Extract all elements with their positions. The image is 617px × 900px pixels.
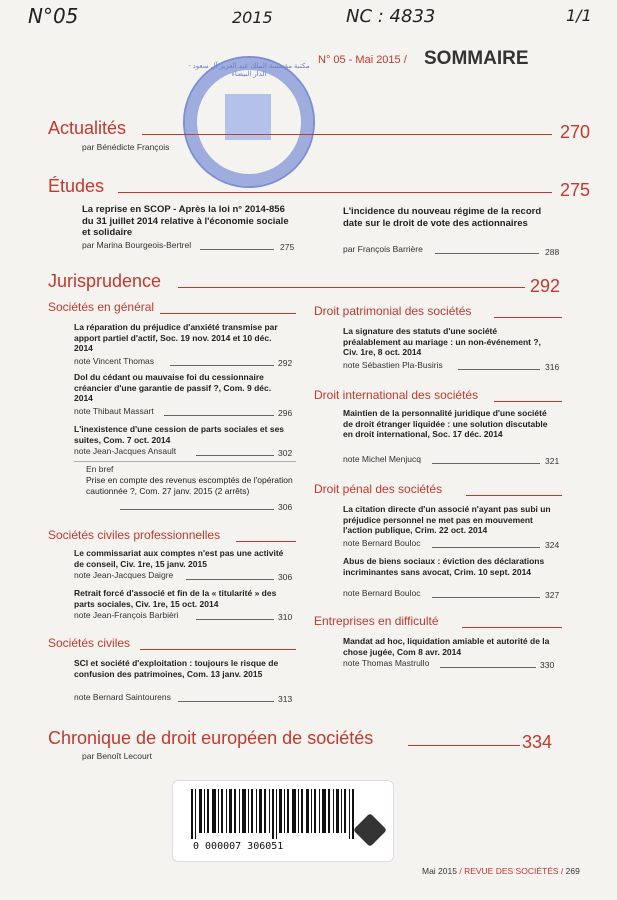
leader-sg-3 xyxy=(196,455,274,456)
actualites-author: par Bénédicte François xyxy=(82,142,170,152)
pen-item-1-page: 324 xyxy=(545,540,560,550)
leader-sg-2 xyxy=(164,415,274,416)
leader-dif-1 xyxy=(440,667,536,668)
rule-chronique xyxy=(408,745,520,746)
rule-sub-patrimonial xyxy=(494,317,562,318)
sg-item-3-note: note Jean-Jacques Ansault xyxy=(74,446,177,456)
chronique-author: par Benoît Lecourt xyxy=(82,751,152,761)
issue-date: N° 05 - Mai 2015 / xyxy=(318,54,407,66)
section-jurisprudence-page: 292 xyxy=(530,276,561,296)
sc-item-1-note: note Bernard Saintourens xyxy=(74,692,171,702)
leader-etude-2 xyxy=(435,253,539,254)
leader-sc-1 xyxy=(178,701,274,702)
leader-bref xyxy=(120,509,274,510)
scp-item-1-page: 306 xyxy=(278,572,293,582)
sg-item-2-page: 296 xyxy=(278,408,293,418)
section-etudes-page: 275 xyxy=(560,180,591,200)
etude-1-page: 275 xyxy=(280,242,295,252)
pen-item-2-page: 327 xyxy=(545,590,560,600)
sub-penal: Droit pénal des sociétés xyxy=(314,482,443,496)
pat-item-1-text: La signature des statuts d'une société préalablement au mariage : un non-événement ?, Civ. 1re, 8 oct. 2014 xyxy=(343,326,541,357)
scp-item-2-page: 310 xyxy=(278,612,293,622)
sg-item-1-text: La réparation du préjudice d'anxiété transmise par apport partiel d'actif, Soc. 19 nov. 2014 et 10 déc. 2014 xyxy=(74,322,278,353)
handwritten-year: 2015 xyxy=(232,8,273,27)
leader-etude-1 xyxy=(200,249,274,250)
scp-item-1-text: Le commissariat aux comptes n'est pas une activité de conseil, Civ. 1re, 15 janv. 2015 xyxy=(74,548,284,569)
int-item-1-text: Maintien de la personnalité juridique d'une société de droit étranger liquidée : une solution discutable en droit international, Soc. 17 déc. 2014 xyxy=(343,408,548,439)
page-title: SOMMAIRE xyxy=(424,48,529,69)
section-chronique-page: 334 xyxy=(522,732,553,752)
leader-pat-1 xyxy=(458,369,540,370)
scp-item-2-note: note Jean-François Barbièri xyxy=(74,610,179,620)
pen-item-2-note: note Bernard Bouloc xyxy=(343,588,421,598)
etude-2-page: 288 xyxy=(545,247,560,257)
footer xyxy=(422,866,580,876)
handwritten-issue: N°05 xyxy=(28,4,79,28)
handwritten-fraction: 1/1 xyxy=(566,6,592,25)
rule-sub-scp xyxy=(236,541,296,542)
sub-societes-general: Sociétés en général xyxy=(48,300,155,314)
sub-international: Droit international des sociétés xyxy=(314,388,479,402)
barcode-number: 0 000007 306051 xyxy=(193,841,284,852)
sg-item-3-page: 302 xyxy=(278,448,293,458)
pat-item-1-page: 316 xyxy=(545,362,560,372)
library-stamp xyxy=(183,56,315,188)
dif-item-1-text: Mandat ad hoc, liquidation amiable et autorité de la chose jugée, Com 8 avr. 2014 xyxy=(343,636,550,657)
pat-item-1-note: note Sébastien Pla-Busiris xyxy=(343,360,443,370)
leader-pen-2 xyxy=(432,597,540,598)
sg-item-1-note: note Vincent Thomas xyxy=(74,356,155,366)
footer-date: Mai 2015 xyxy=(422,866,457,876)
etude-1-author: par Marina Bourgeois-Bertrel xyxy=(82,240,192,250)
footer-page: 269 xyxy=(565,866,580,876)
int-item-1-note: note Michel Menjucq xyxy=(343,454,421,464)
rule-etudes xyxy=(118,192,552,193)
section-jurisprudence-title: Jurisprudence xyxy=(48,271,162,291)
etude-1-title: La reprise en SCOP - Après la loi n° 2014-856 du 31 juillet 2014 relative à l'économie sociale et solidaire xyxy=(82,204,289,238)
section-chronique-title: Chronique de droit européen de sociétés xyxy=(48,728,374,748)
sg-item-2-note: note Thibaut Massart xyxy=(74,406,154,416)
rule-sub-penal xyxy=(466,495,562,496)
leader-sg-1 xyxy=(170,365,274,366)
int-item-1-page: 321 xyxy=(545,456,560,466)
sub-scp: Sociétés civiles professionnelles xyxy=(48,528,221,542)
handwritten-nc: NC : 4833 xyxy=(346,6,436,27)
scp-item-2-text: Retrait forcé d'associé et fin de la « titularité » des parts sociales, Civ. 1re, 15 oct. 2014 xyxy=(74,588,277,609)
leader-pen-1 xyxy=(432,547,540,548)
barcode-icon xyxy=(191,789,371,839)
dif-item-1-page: 330 xyxy=(540,660,555,670)
dif-item-1-note: note Thomas Mastrullo xyxy=(343,658,430,668)
rule-sub-societes-general xyxy=(160,313,296,314)
rule-sub-international xyxy=(494,401,562,402)
en-bref-text: Prise en compte des revenus escomptés de l'opération cautionnée ?, Com. 27 janv. 2015 (2 arrêts) xyxy=(86,475,293,496)
pen-item-2-text: Abus de biens sociaux : éviction des déclarations incriminantes sans avocat, Crim. 10 sept. 2014 xyxy=(343,556,545,577)
sc-item-1-text: SCI et société d'exploitation : toujours le risque de confusion des patrimoines, Com. 13 janv. 2015 xyxy=(74,658,279,679)
sub-patrimonial: Droit patrimonial des sociétés xyxy=(314,304,472,318)
scp-item-1-note: note Jean-Jacques Daigre xyxy=(74,570,174,580)
section-etudes-title: Études xyxy=(48,176,105,196)
sub-difficulte: Entreprises en difficulté xyxy=(314,614,439,628)
pen-item-1-text: La citation directe d'un associé n'ayant pas subi un préjudice personnel ne met pas en mouvement l'action publique, Crim. 22 oct. 2014 xyxy=(343,504,551,535)
sg-item-3-text: L'inexistence d'une cession de parts sociales et ses suites, Com. 7 oct. 2014 xyxy=(74,424,285,445)
leader-scp-2 xyxy=(196,619,274,620)
en-bref-page: 306 xyxy=(278,502,293,512)
rule-sub-difficulte xyxy=(462,627,562,628)
etude-2-author: par François Barrière xyxy=(343,244,423,254)
pen-item-1-note: note Bernard Bouloc xyxy=(343,538,421,548)
sc-item-1-page: 313 xyxy=(278,694,293,704)
etude-2-title: L'incidence du nouveau régime de la record date sur le droit de vote des actionnaires xyxy=(343,206,542,229)
section-actualites-page: 270 xyxy=(560,122,591,142)
sg-item-1-page: 292 xyxy=(278,358,293,368)
sg-item-2-text: Dol du cédant ou mauvaise foi du cessionnaire créancier d'une garantie de passif ?, Com. 9 déc. 2014 xyxy=(74,372,272,403)
section-actualites-title: Actualités xyxy=(48,118,127,138)
rule-actualites xyxy=(142,134,552,135)
footer-journal: / REVUE DES SOCIÉTÉS / xyxy=(459,866,564,876)
sub-sc: Sociétés civiles xyxy=(48,636,131,650)
leader-scp-1 xyxy=(186,579,274,580)
en-bref-label: En bref xyxy=(86,464,114,474)
leader-int-1 xyxy=(432,463,540,464)
rule-jurisprudence xyxy=(178,287,525,288)
rule-sub-sc xyxy=(140,649,296,650)
stamp-text: مكتبة مؤسسة الملك عبد العزيز آل سعود - الدار البيضاء xyxy=(188,63,310,78)
